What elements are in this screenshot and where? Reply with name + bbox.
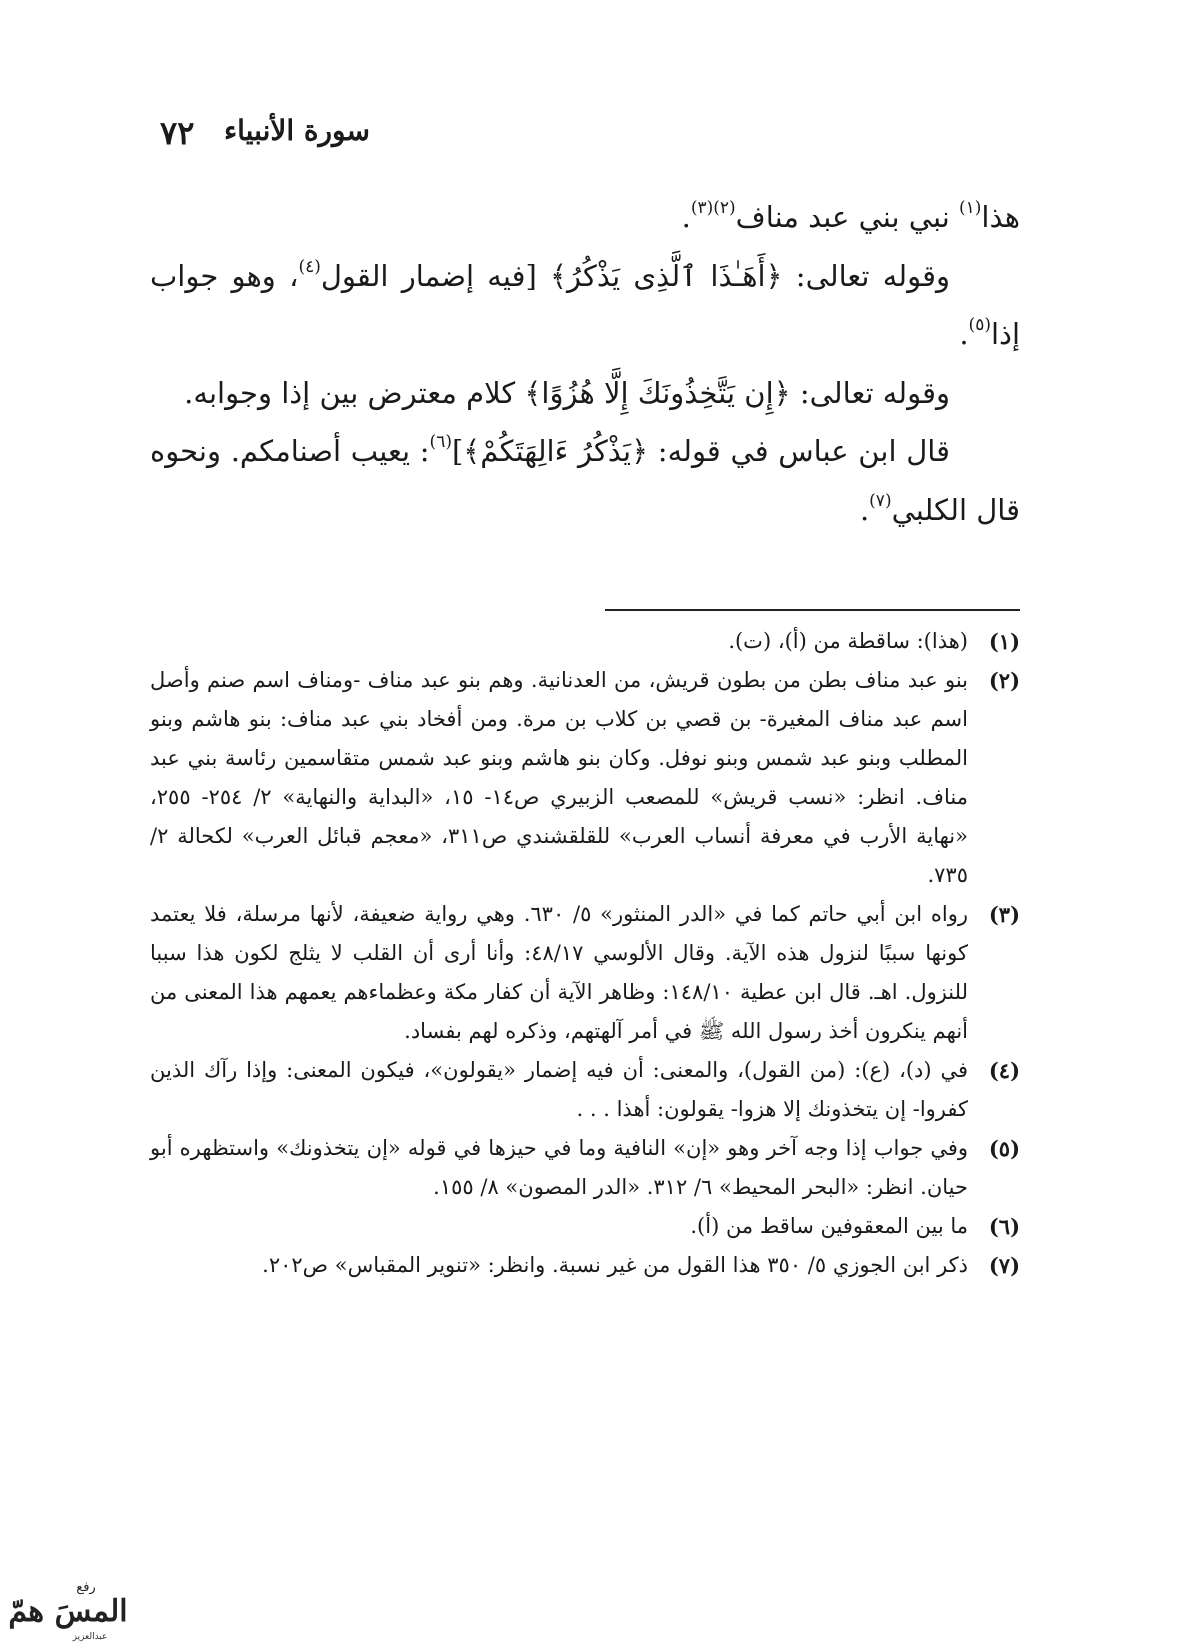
footnote-separator: [605, 609, 1020, 611]
footnote-7: [150, 1246, 1020, 1285]
footnote-text: بنو عبد مناف بطن من بطون قريش، من العدنانية. وهم بنو عبد مناف -ومناف اسم صنم وأصل اسم عبد مناف المغيرة- بن قصي بن كلاب بن مرة. ومن أفخاد بني عبد مناف: بنو هاشم وبنو المطلب وبنو عبد شمس وبنو نوفل. وكان بنو هاشم وبنو عبد شمس متقاسمين رئاسة بني عبد مناف. انظر: «نسب قريش» للمصعب الزبيري ص١٤- ١٥، «البداية والنهاية» ٢/ ٢٥٤- ٢٥٥، «نهاية الأرب في معرفة أنساب العرب» للقلقشندي ص٣١١، «معجم قبائل العرب» لكحالة ٢/ ٧٣٥.: [150, 668, 968, 887]
footnote-ref: (١): [959, 198, 982, 218]
paragraph-4: قال ابن عباس في قوله: ﴿يَذْكُرُ ءَالِهَتَكُمْ﴾]$^{(٦)}$: يعيب أصنامكم. ونحوه قال الكلبي$^{(٧)}$.: [150, 432, 1020, 527]
footnote-1: [150, 622, 1020, 661]
footnote-text: وفي جواب إذا وجه آخر وهو «إن» النافية وما في حيزها في قوله «إن يتخذونك» واستظهره أبو حيان. انظر: «البحر المحيط» ٦/ ٣١٢. «الدر المصون» ٨/ ١٥٥.: [150, 1136, 968, 1199]
footnote-6: [150, 1207, 1020, 1246]
svg-text:عبدالعزيز: عبدالعزيز: [72, 1632, 108, 1642]
footnote-number: (٧): [988, 1253, 1020, 1278]
footnote-number: (٥): [988, 1136, 1020, 1161]
page-number: ٧٢: [160, 114, 195, 152]
quran-verse: ﴿يَذْكُرُ ءَالِهَتَكُمْ﴾: [463, 434, 649, 468]
svg-text:رفع: رفع: [76, 1580, 96, 1595]
footnote-ref: (٢)(٣): [690, 198, 736, 218]
footnote-text: ذكر ابن الجوزي ٥/ ٣٥٠ هذا القول من غير نسبة. وانظر: «تنوير المقباس» ص٢٠٢.: [262, 1253, 968, 1277]
footnote-text: في (د)، (ع): (من القول)، والمعنى: أن فيه إضمار «يقولون»، فيكون المعنى: وإذا رآك الذين كفروا- إن يتخذونك إلا هزوا- يقولون: أهذا . . .: [150, 1058, 968, 1121]
footnote-number: (٦): [988, 1214, 1020, 1239]
footnote-3: [150, 895, 1020, 1051]
footnote-text: ما بين المعقوفين ساقط من (أ).: [690, 1214, 968, 1238]
paragraph-2: وقوله تعالى: ﴿أَهَـٰذَا ٱلَّذِى يَذْكُرُ﴾ [فيه إضمار القول$^{(٤)}$، وهو جواب إذا$^{(٥)}$.: [150, 256, 1020, 351]
surah-title: سورة الأنبياء: [223, 114, 370, 147]
footnote-ref: (٦): [429, 432, 452, 452]
footnote-text: (هذا): ساقطة من (أ)، (ت).: [728, 629, 968, 653]
footnote-number: (١): [988, 629, 1020, 654]
footnotes: [150, 622, 1020, 1285]
footnote-5: [150, 1129, 1020, 1207]
footnote-4: [150, 1051, 1020, 1129]
footnote-ref: (٥): [968, 315, 991, 335]
paragraph-3: وقوله تعالى: ﴿إِن يَتَّخِذُونَكَ إِلَّا هُزُوًا﴾ كلام معترض بين إذا وجوابه.: [184, 375, 950, 410]
footnote-number: (٤): [988, 1058, 1020, 1083]
quran-verse: ﴿أَهَـٰذَا ٱلَّذِى يَذْكُرُ﴾: [550, 258, 783, 293]
quran-verse: ﴿إِن يَتَّخِذُونَكَ إِلَّا هُزُوًا﴾: [524, 375, 791, 410]
main-text: [150, 188, 1020, 539]
svg-text:المسَ همّ: المسَ همّ: [8, 1594, 128, 1629]
paragraph-1: هذا$^{(١)}$ نبي بني عبد مناف$^{(٢)(٣)}$.: [681, 198, 1020, 234]
footnote-ref: (٤): [298, 256, 321, 277]
footnote-number: (٣): [988, 902, 1020, 927]
footnote-number: (٢): [988, 668, 1020, 693]
page-header: [160, 108, 1020, 158]
publisher-calligraphy-logo-icon: [8, 1575, 128, 1645]
footnote-2: [150, 661, 1020, 895]
footnote-ref: (٧): [869, 490, 892, 511]
footnote-text: رواه ابن أبي حاتم كما في «الدر المنثور» ٥/ ٦٣٠. وهي رواية ضعيفة، لأنها مرسلة، فلا يعتمد كونها سببًا لنزول هذه الآية. وقال الألوسي ٤٨/١٧: وأنا أرى أن القلب لا يثلج لكون هذا سببا للنزول. اهـ. قال ابن عطية ١٤٨/١٠: وظاهر الآية أن كفار مكة وعظماءهم يعمهم هذا المعنى من أنهم ينكرون أخذ رسول الله ﷺ في أمر آلهتهم، وذكره لهم بفساد.: [150, 902, 968, 1043]
